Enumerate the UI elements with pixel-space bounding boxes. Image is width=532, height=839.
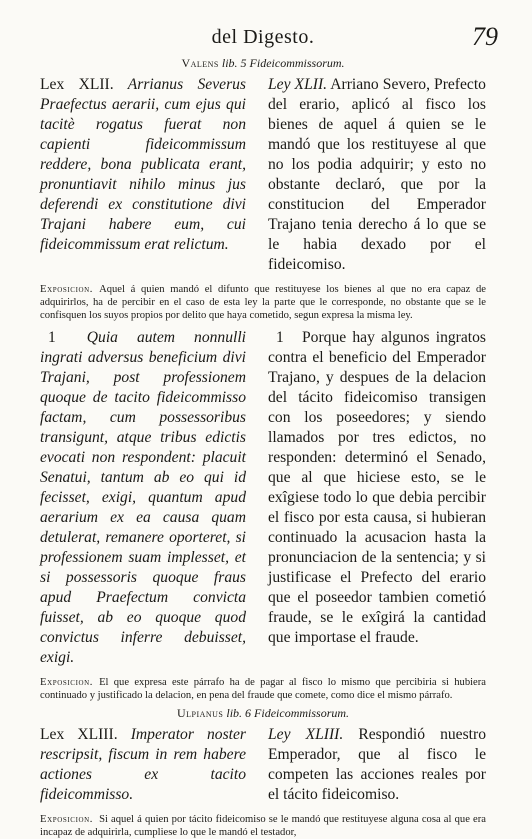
- lex-42-spanish: [268, 75, 486, 275]
- paragraph-1-spanish-text: Porque hay algunos ingratos contra el beneficio del Emperador Trajano, y despues de la delacion del tácito fideicomiso transigen con los poseedores; y siendo llamados por tres edictos, no responden: determinó el Senado, que al que hiciese esto, se le exîgiese todo lo que debia percibir el fisco por esta causa, si hubieran continuado la acusacion hasta la pronunciacion de la sentencia; y si justificase el Prefecto del erario que el poseedor tambien cometió fraude, se le exîgirá la cantidad que importase el fraude.: [268, 329, 486, 646]
- lex-42-spanish-text: Arriano Severo, Prefecto del erario, aplicó al fisco los bienes de aquel á quien se le mandó que los restituyese al que no los podia adquirir; y esto no obstante declaró, que por la constitucion del Emperador Trajano tenia derecho á lo que se le habia dexado por el fideicomiso.: [268, 76, 486, 273]
- lex-43-spanish-number: Ley XLIII.: [268, 726, 344, 743]
- source-reference: lib. 5 Fideicommissorum.: [221, 56, 345, 70]
- lex-42-latin: [40, 75, 246, 275]
- exposicion-2: [40, 676, 486, 702]
- exposicion-3-text: Si aquel á quien por tácito fideicomiso se le mandó que restituyese alguna cosa al que era incapaz de adquirirla, cumpliese lo que le mandó el testador,: [40, 814, 486, 838]
- exposicion-3-label: Exposicion.: [40, 814, 94, 825]
- paragraph-1-spanish: [268, 328, 486, 668]
- lex-43-spanish: [268, 725, 486, 805]
- lex-42-spanish-number: Ley XLII.: [268, 76, 328, 93]
- lex-42-latin-number: Lex XLII.: [40, 76, 114, 93]
- exposicion-3: [40, 813, 486, 839]
- exposicion-1-label: Exposicion.: [40, 284, 94, 295]
- running-head-title: del Digesto.: [211, 26, 315, 48]
- source-citation-valens: [40, 56, 486, 71]
- lex-42-section: [40, 75, 486, 275]
- lex-42-latin-text: Arrianus Severus Praefectus aerarii, cum ejus qui tacitè rogatus fuerat non capienti fideicommissum reddere, bona publicata erant, pronuntiavit nihilo minus jus deferendi ex constitutione divi Trajani habere eum, cui fideicommissum erat relictum.: [40, 76, 246, 253]
- exposicion-1: [40, 283, 486, 322]
- paragraph-1-latin-number: 1: [48, 329, 56, 346]
- lex-43-latin-text: Imperator noster rescripsit, fiscum in rem habere actiones ex tacito fideicommisso.: [40, 726, 246, 803]
- source-author: Valens: [181, 56, 219, 70]
- exposicion-2-text: El que expresa este párrafo ha de pagar al fisco lo mismo que percibiria si hubiera continuado y justificado la delacion, en pena del fraude que comete, como dice el mismo párrafo.: [40, 677, 486, 701]
- source-author: Ulpianus: [176, 706, 224, 720]
- lex-43-latin: [40, 725, 246, 805]
- exposicion-1-text: Aquel á quien mandó el difunto que restituyese los bienes al que no era capaz de adquirirlos, ha de percibir en el caso de esta ley la parte que le corresponde, no obstante que se le confisquen los suyos propios por delito que haya cometido, segun expresa la misma ley.: [40, 284, 486, 321]
- lex-43-spanish-text: Respondió nuestro Emperador, que al fisco le competen las acciones reales por el tácito fideicomiso.: [268, 726, 486, 803]
- source-reference: lib. 6 Fideicommissorum.: [226, 706, 350, 720]
- paragraph-1-latin: [40, 328, 246, 668]
- paragraph-1-latin-text: Quia autem nonnulli ingrati adversus beneficium divi Trajani, post professionem quoque de tacito fideicommisso factam, cum possessoribus transigunt, atque tribus edictis evocati non respondent: placuit Senatui, tantum ab eo qui id fecisset, exigi, quantum apud aerarium ex ea causa quam detulerat, remanere oporteret, si professionem suam implesset, et si possessoris quoque fraus apud Praefectum convicta fuisset, ab eo quoque quod convictus inferre debuisset, exigi.: [40, 329, 247, 666]
- exposicion-2-label: Exposicion.: [40, 677, 94, 688]
- lex-43-section: [40, 725, 486, 805]
- book-page: [40, 22, 498, 838]
- page-number: 79: [472, 22, 498, 51]
- paragraph-1-spanish-number: 1: [276, 329, 284, 346]
- running-head: [40, 22, 498, 52]
- source-citation-ulpianus: [40, 706, 486, 721]
- lex-43-latin-number: Lex XLIII.: [40, 726, 118, 743]
- paragraph-1-section: [40, 328, 486, 668]
